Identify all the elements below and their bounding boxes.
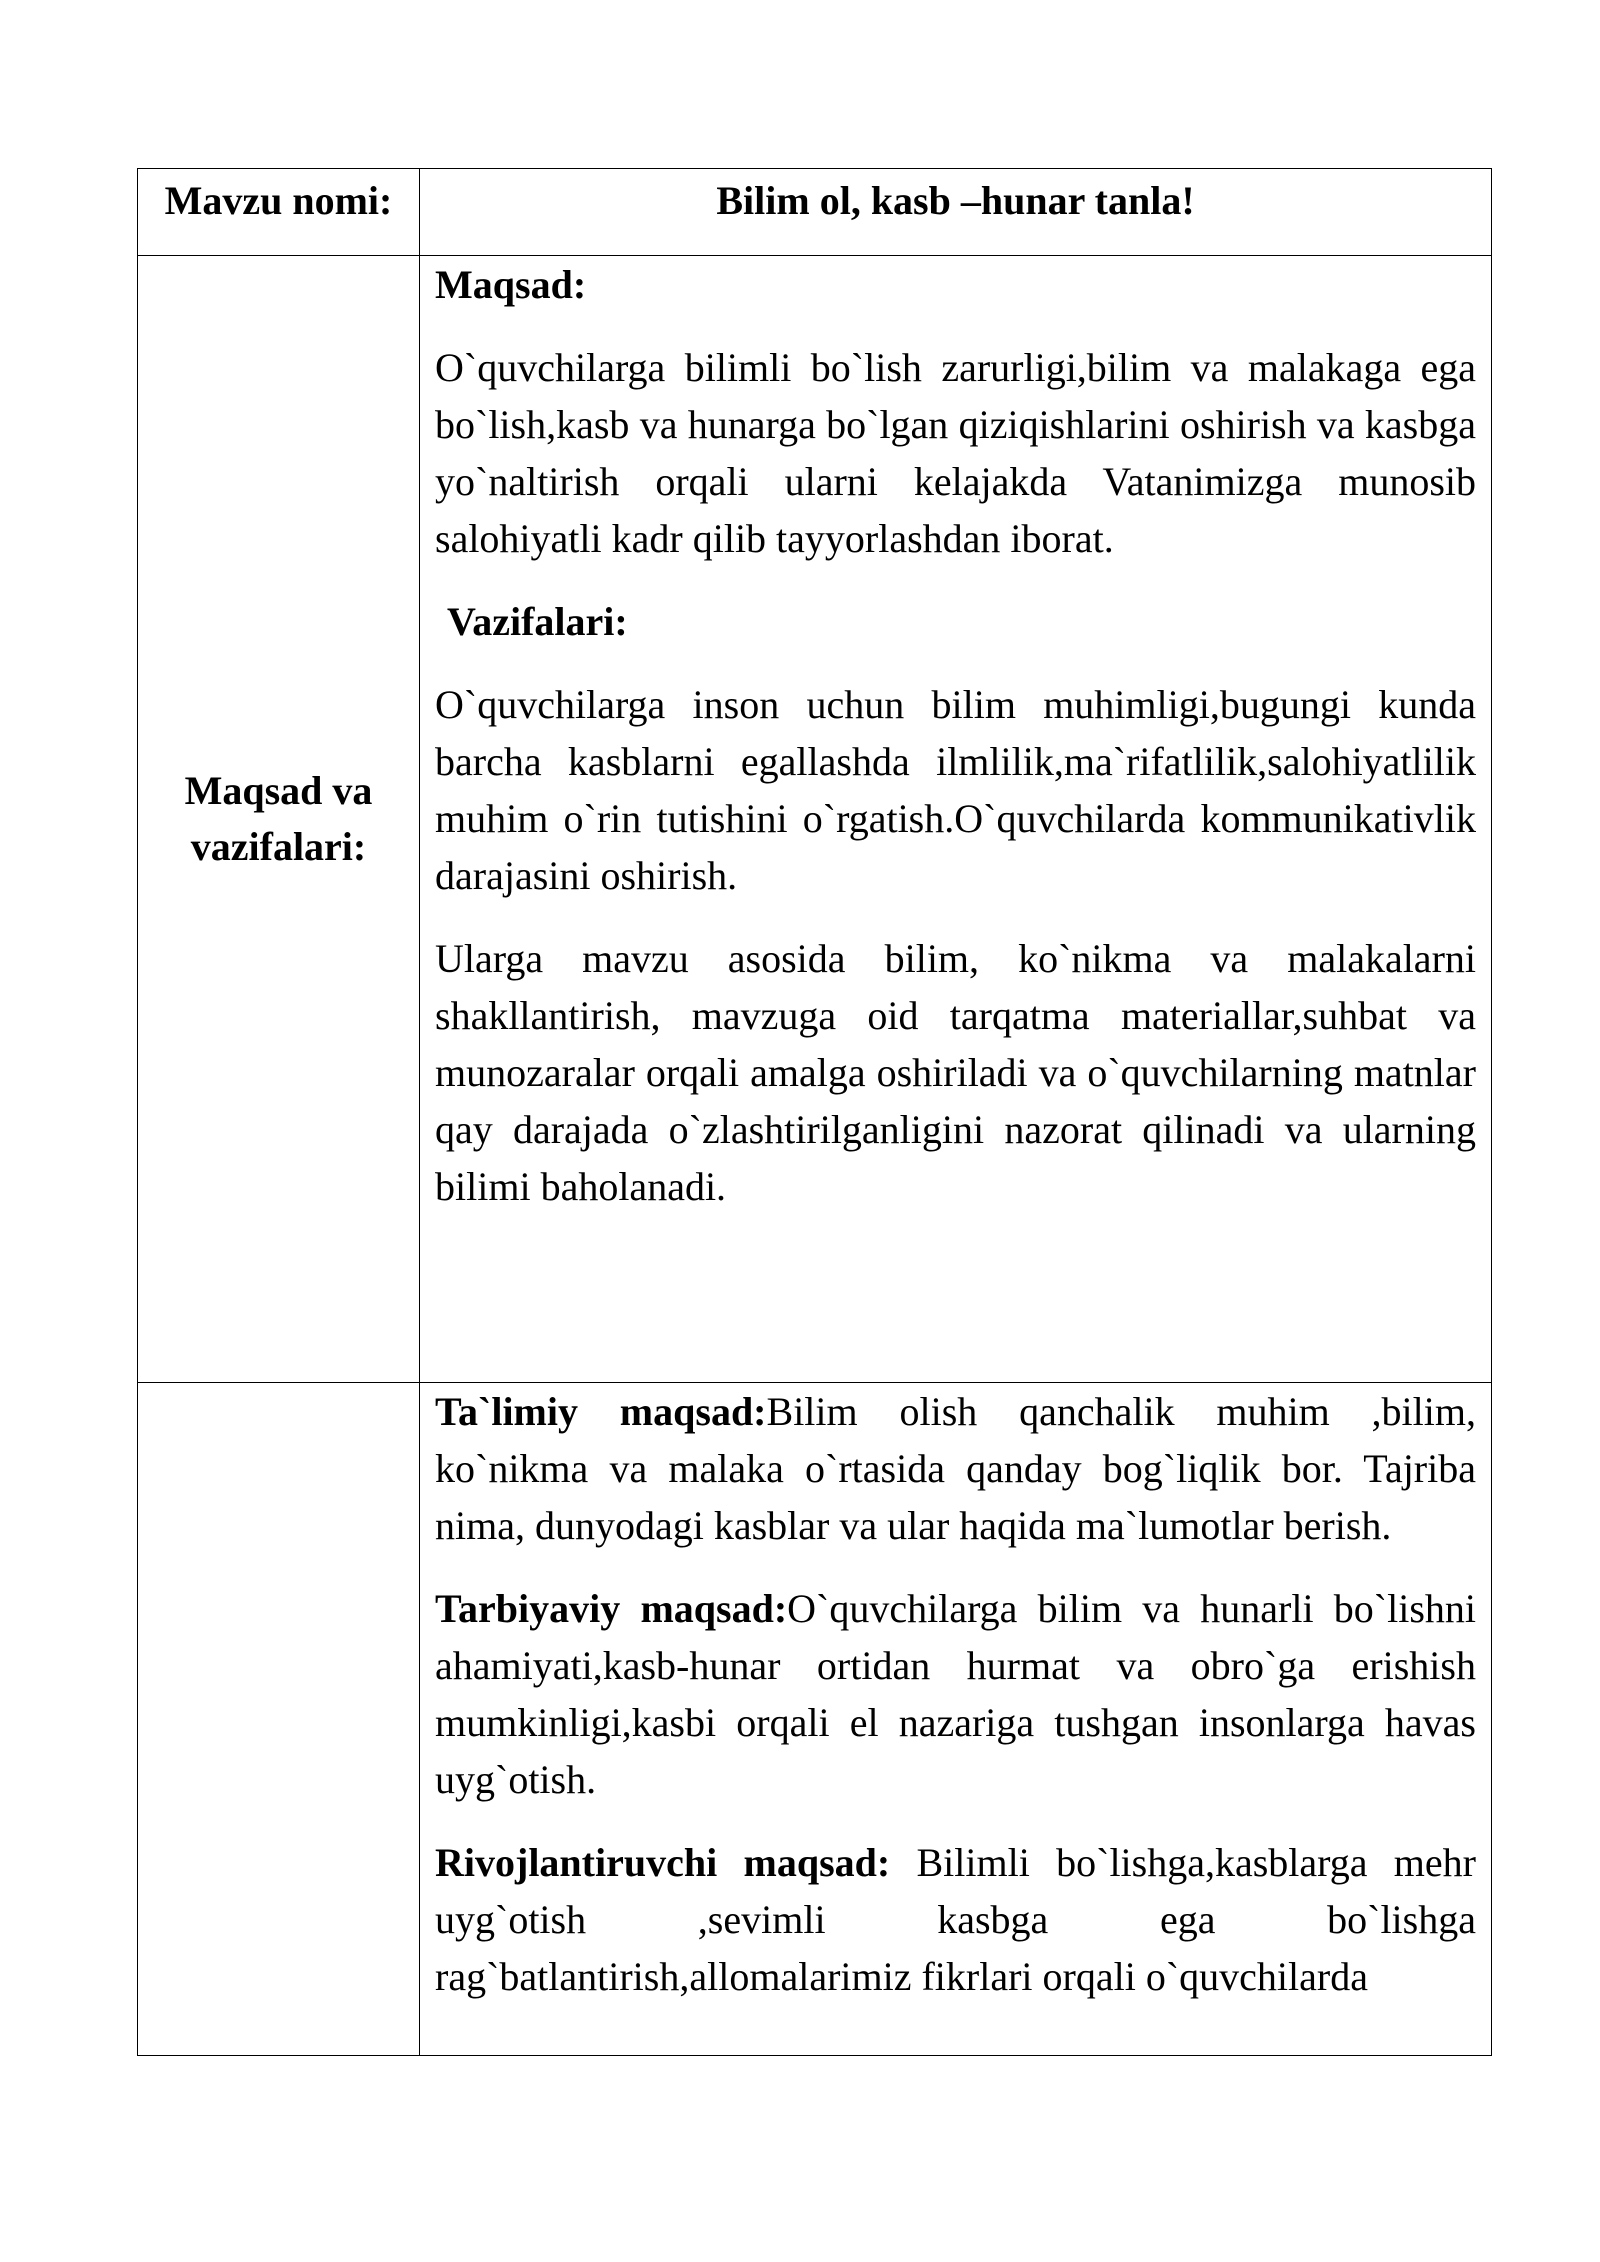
goals-label-line2: vazifalari: [190,824,367,869]
topic-title: Bilim ol, kasb –hunar tanla! [716,178,1195,223]
goals-label-line1: Maqsad va [184,768,373,813]
topic-label-cell [138,169,420,256]
topic-row [138,169,1492,256]
goals-row [138,256,1492,1383]
talimiy-paragraph [435,1383,1476,1554]
tarbiyaviy-paragraph [435,1580,1476,1808]
goals-label-cell [138,256,420,1383]
maqsad-heading: Maqsad: [435,262,587,307]
ularga-paragraph: Ularga mavzu asosida bilim, ko`nikma va malakalarni shakllantirish, mavzuga oid tarqatma materiallar,suhbat va munozaralar orqali amalga oshiriladi va o`quvchilarning matnlar qay darajada o`zlashtirilganligini nazorat qilinadi va ularning bilimi baholanadi. [435,936,1476,1209]
talimiy-text: Bilim olish qanchalik muhim ,bilim, ko`nikma va malaka o`rtasida qanday bog`liqlik bor. Tajriba nima, dunyodagi kasblar va ular haqida ma`lumotlar berish. [435,1389,1476,1548]
topic-label: Mavzu nomi: [164,178,393,223]
tarbiyaviy-label: Tarbiyaviy maqsad: [435,1586,788,1631]
maqsad-paragraph: O`quvchilarga bilimli bo`lish zarurligi,bilim va malakaga ega bo`lish,kasb va hunarga bo`lgan qiziqishlarini oshirish va kasbga yo`naltirish orqali ularni kelajakda Vatanimizga munosib salohiyatli kadr qilib tayyorlashdan iborat. [435,345,1476,561]
rivojlantiruvchi-text: Bilimli bo`lishga,kasblarga mehr uyg`otish ,sevimli kasbga ega bo`lishga rag`batlantirish,allomalarimiz fikrlari orqali o`quvchilarda [435,1840,1476,1999]
tarbiyaviy-text: O`quvchilarga bilim va hunarli bo`lishni ahamiyati,kasb-hunar ortidan hurmat va obro`ga erishish mumkinligi,kasbi orqali el nazariga tushgan insonlarga havas uyg`otish. [435,1586,1476,1802]
vazifalari-heading: Vazifalari: [447,599,628,644]
vazifalari-paragraph: O`quvchilarga inson uchun bilim muhimligi,bugungi kunda barcha kasblarni egallashda ilmlilik,ma`rifatlilik,salohiyatlilik muhim o`rin tutishini o`rgatish.O`quvchilarda kommunikativlik darajasini oshirish. [435,682,1476,898]
objectives-row [138,1383,1492,2056]
rivojlantiruvchi-paragraph [435,1834,1476,2005]
objectives-label-cell [138,1383,420,2056]
goals-content-cell [420,256,1492,1383]
lesson-plan-table [137,168,1492,2056]
rivojlantiruvchi-label: Rivojlantiruvchi maqsad: [435,1840,891,1885]
talimiy-label: Ta`limiy maqsad: [435,1389,767,1434]
objectives-content-cell [420,1383,1492,2056]
topic-title-cell [420,169,1492,256]
